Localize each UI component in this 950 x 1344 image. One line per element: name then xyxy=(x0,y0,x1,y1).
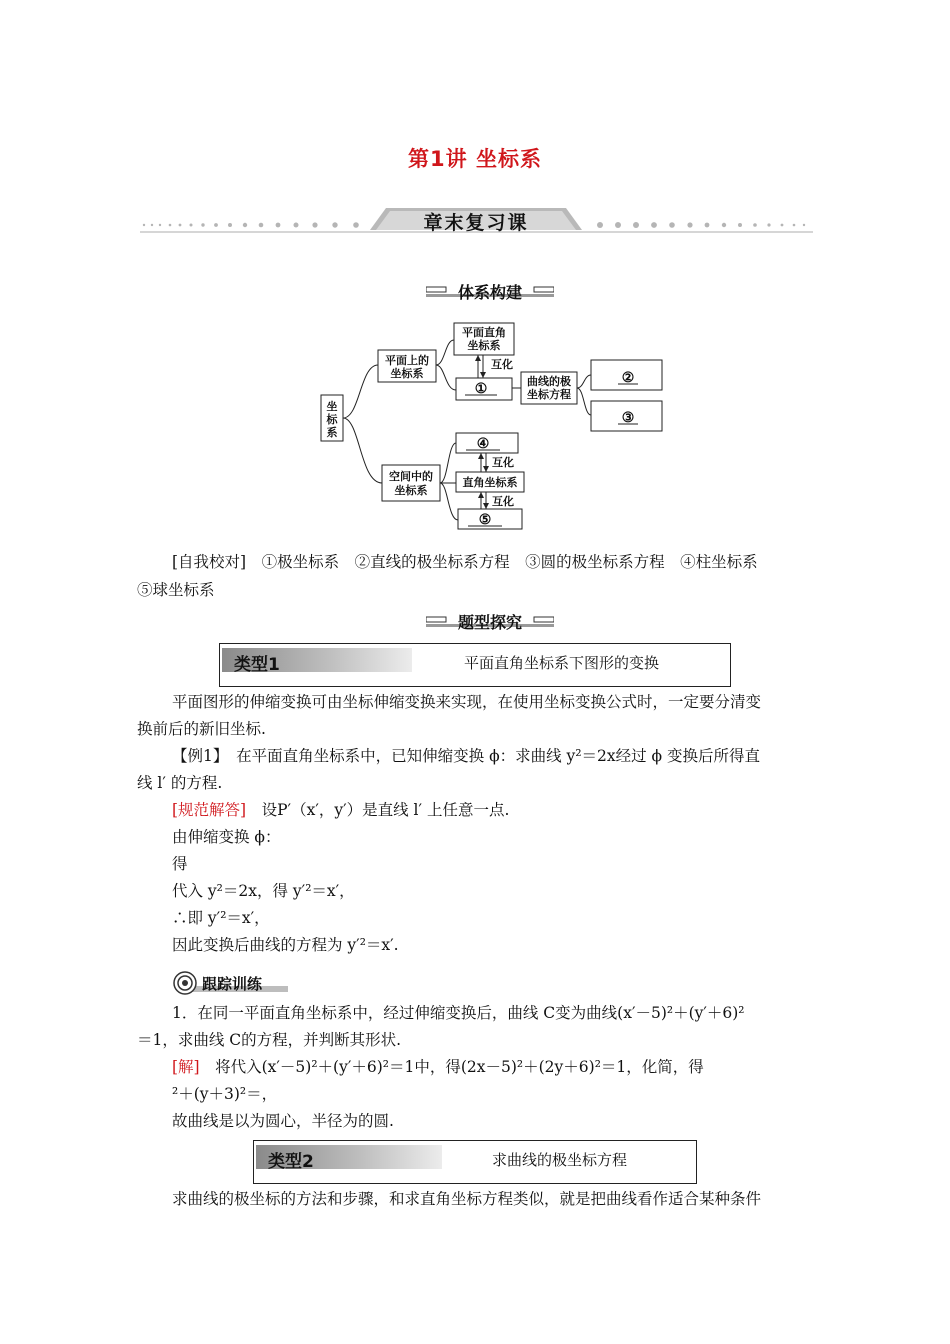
type-2-box xyxy=(253,1140,697,1184)
solution-1-line-6: 因此变换后曲线的方程为 y′²＝x′. xyxy=(172,936,399,954)
chapter-label: 章末复习课 xyxy=(423,212,529,234)
type-1-tag xyxy=(222,648,412,675)
diagram-polar-2: 坐标方程 xyxy=(527,388,571,401)
diagram-plane-2: 坐标系 xyxy=(390,367,424,380)
diagram-root-1: 坐 xyxy=(326,400,338,413)
intro-2-line-1: 求曲线的极坐标的方法和步骤，和求直角坐标方程类似，就是把曲线看作适合某种条件 xyxy=(172,1190,762,1208)
self-check-line-1 xyxy=(172,548,822,576)
solution-1-line-5: ∴即 y′²＝x′， xyxy=(172,909,270,927)
solution-1-line-3: 得 xyxy=(172,855,188,873)
diagram-polar-1: 曲线的极 xyxy=(527,375,571,388)
diagram-space-1: 空间中的 xyxy=(389,470,433,483)
example-1-label: 【例1】 xyxy=(172,747,221,765)
training-heading-text: 跟踪训练 xyxy=(202,975,263,993)
type-1-desc: 平面直角坐标系下图形的变换 xyxy=(464,654,660,672)
section-heading-types xyxy=(426,609,554,633)
diagram-root-3: 系 xyxy=(326,426,338,439)
intro-1-line-2: 换前后的新旧坐标. xyxy=(137,720,266,738)
type-1-tag-text: 类型1 xyxy=(234,655,280,675)
diagram-blank-3: ③ xyxy=(621,410,635,426)
page-title: 第1讲 坐标系 xyxy=(408,147,542,171)
answer-1-text: 将代入(x′－5)²＋(y′＋6)²＝1中，得(2x－5)²＋(2y＋6)²＝1，化简，得 xyxy=(215,1058,704,1076)
diagram-blank-5: ⑤ xyxy=(478,512,492,528)
answer-1-label: [解] xyxy=(172,1058,200,1076)
solution-1-line-2: 由伸缩变换 ϕ： xyxy=(172,828,281,846)
diagram-blank-1: ① xyxy=(474,381,488,397)
structure-diagram-svg xyxy=(310,315,670,535)
solution-1-line-1 xyxy=(172,796,509,824)
answer-1-line-1 xyxy=(172,1053,704,1081)
exercise-1-line-1: 1．在同一平面直角坐标系中，经过伸缩变换后，曲线 C变为曲线(x′－5)²＋(y′＋6)² xyxy=(172,1004,745,1022)
example-1-text: 在平面直角坐标系中，已知伸缩变换 ϕ：求曲线 y²＝2x经过 ϕ 变换后所得直 xyxy=(236,747,761,765)
diagram-rect-1: 平面直角 xyxy=(462,326,506,339)
solution-1-line-4: 代入 y²＝2x，得 y′²＝x′， xyxy=(172,882,355,900)
diagram-mutual-1: 互化 xyxy=(491,358,513,371)
self-check-label: [自我校对] xyxy=(172,553,247,571)
diagram-blank-4: ④ xyxy=(476,436,490,452)
solution-1-label: [规范解答] xyxy=(172,801,247,819)
intro-1-line-1: 平面图形的伸缩变换可由坐标伸缩变换来实现，在使用坐标变换公式时，一定要分清变 xyxy=(172,693,762,711)
solution-1-text: 设P′（x′，y′）是直线 l′ 上任意一点. xyxy=(261,801,510,819)
diagram-root-2: 标 xyxy=(326,413,338,426)
section-heading-text: 体系构建 xyxy=(457,283,522,302)
example-1-line-1 xyxy=(172,742,822,770)
diagram-space-rect: 直角坐标系 xyxy=(462,476,518,489)
section-heading-text: 题型探究 xyxy=(457,613,522,632)
diagram-mutual-2: 互化 xyxy=(492,456,514,469)
diagram-rect-2: 坐标系 xyxy=(467,339,501,352)
diagram-space-2: 坐标系 xyxy=(394,484,428,497)
section-heading-structure xyxy=(426,279,554,303)
type-2-tag-text: 类型2 xyxy=(268,1152,314,1172)
answer-1-line-3: 故曲线是以为圆心，半径为的圆. xyxy=(172,1112,394,1130)
chapter-banner xyxy=(140,206,813,234)
diagram-blank-2: ② xyxy=(621,370,635,386)
structure-diagram xyxy=(310,315,670,535)
self-check-answers: ①极坐标系 ②直线的极坐标系方程 ③圆的极坐标系方程 ④柱坐标系 xyxy=(261,553,758,571)
exercise-1-line-2: ＝1，求曲线 C的方程，并判断其形状. xyxy=(137,1031,402,1049)
diagram-plane-1: 平面上的 xyxy=(385,354,429,367)
example-1-line-2: 线 l′ 的方程. xyxy=(137,774,223,792)
type-2-tag xyxy=(256,1145,442,1172)
answer-1-line-2: ²＋(y＋3)²＝， xyxy=(172,1085,278,1103)
type-1-box xyxy=(219,643,731,687)
training-heading xyxy=(172,970,292,996)
diagram-mutual-3: 互化 xyxy=(492,495,514,508)
type-2-desc: 求曲线的极坐标方程 xyxy=(492,1151,628,1169)
self-check-line-2: ⑤球坐标系 xyxy=(137,581,215,599)
